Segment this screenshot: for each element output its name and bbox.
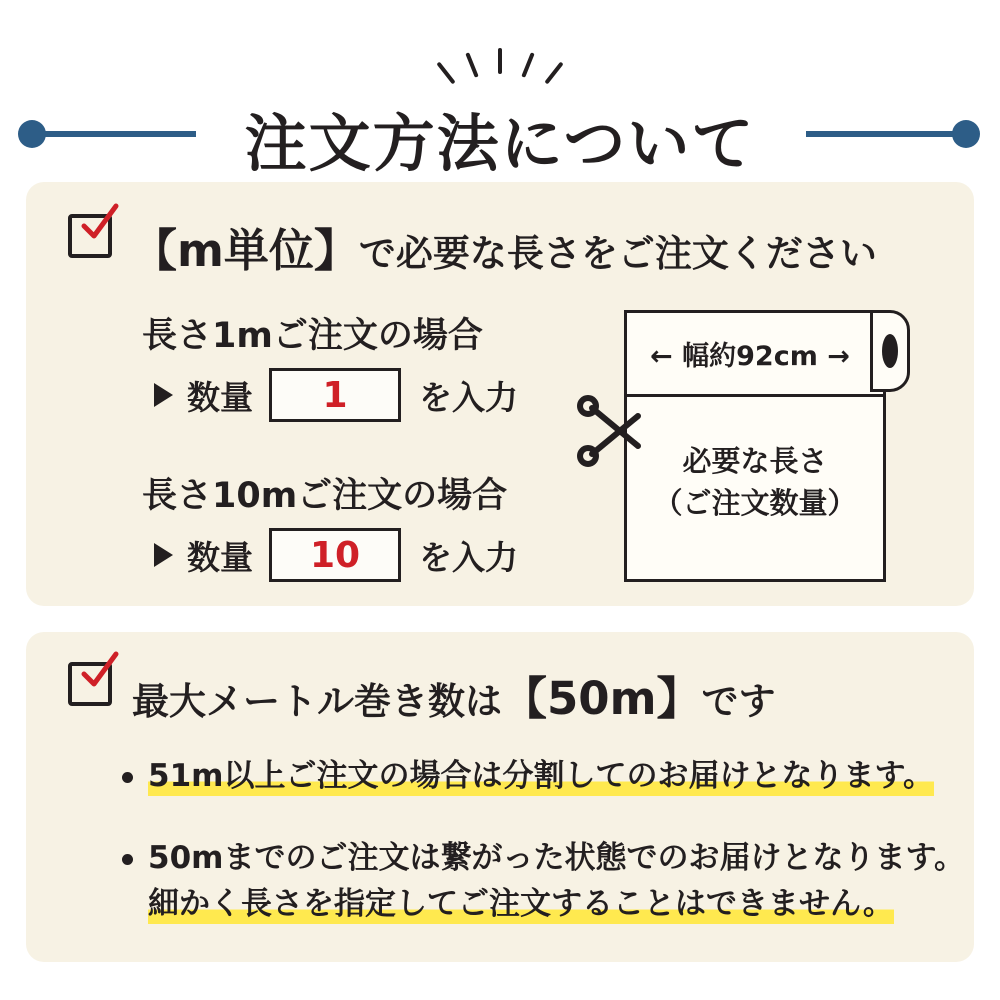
roll-core-hole-icon (882, 334, 898, 368)
order-row-2 (154, 528, 518, 582)
roll-length-note-line1: 必要な長さ (682, 444, 828, 478)
order-row-2-qty-word: 数量 (187, 537, 253, 577)
roll-length-note-line2: （ご注文数量） (653, 486, 857, 521)
bullet-dot (122, 772, 133, 783)
roll-width-label: ← 幅約92cm → (650, 341, 850, 372)
order-row-1-qty-input[interactable]: 1 (269, 368, 401, 422)
order-row-2-qty-input[interactable]: 10 (269, 528, 401, 582)
order-row-2-label: 長さ10mご注文の場合 (142, 476, 508, 516)
scissors-icon (576, 394, 650, 468)
page-header (0, 20, 1000, 180)
bullet-item-1: 51m以上ご注文の場合は分割してのお届けとなります。 (148, 754, 934, 798)
order-row-1 (154, 368, 518, 422)
section-two-headline (132, 662, 776, 727)
bullet-item-2-line2: 細かく長さを指定してご注文することはできません。 (148, 882, 894, 926)
bullet-dot (122, 854, 133, 865)
roll-cut-line (626, 394, 884, 397)
check-mark-icon (76, 202, 120, 246)
section-one-headline-rest: で必要な長さをご注文ください (358, 232, 877, 275)
page-title: 注文方法について (244, 107, 756, 180)
checked-checkbox-icon (68, 214, 112, 258)
triangle-right-icon (154, 543, 173, 567)
wallpaper-roll-illustration (612, 310, 912, 582)
roll-length-note (620, 440, 890, 524)
bullet-item-2-line1: 50mまでのご注文は繋がった状態でのお届けとなります。 (148, 840, 965, 876)
section-two-headline-bracket: 【50m】 (502, 672, 702, 725)
order-row-2-after: を入力 (419, 537, 518, 577)
section-two-headline-pre: 最大メートル巻き数は (132, 680, 502, 723)
triangle-right-icon (154, 383, 173, 407)
section-one-headline-bracket: 【m単位】 (132, 224, 359, 277)
section-one-headline (132, 214, 877, 279)
section-two-headline-post: です (701, 680, 776, 723)
order-row-1-label: 長さ1mご注文の場合 (142, 316, 483, 356)
check-mark-icon (76, 650, 120, 694)
order-row-1-qty-word: 数量 (187, 377, 253, 417)
order-row-1-after: を入力 (419, 377, 518, 417)
checked-checkbox-icon (68, 662, 112, 706)
sparkle-lines-icon (440, 44, 560, 90)
max-length-panel (26, 632, 974, 962)
